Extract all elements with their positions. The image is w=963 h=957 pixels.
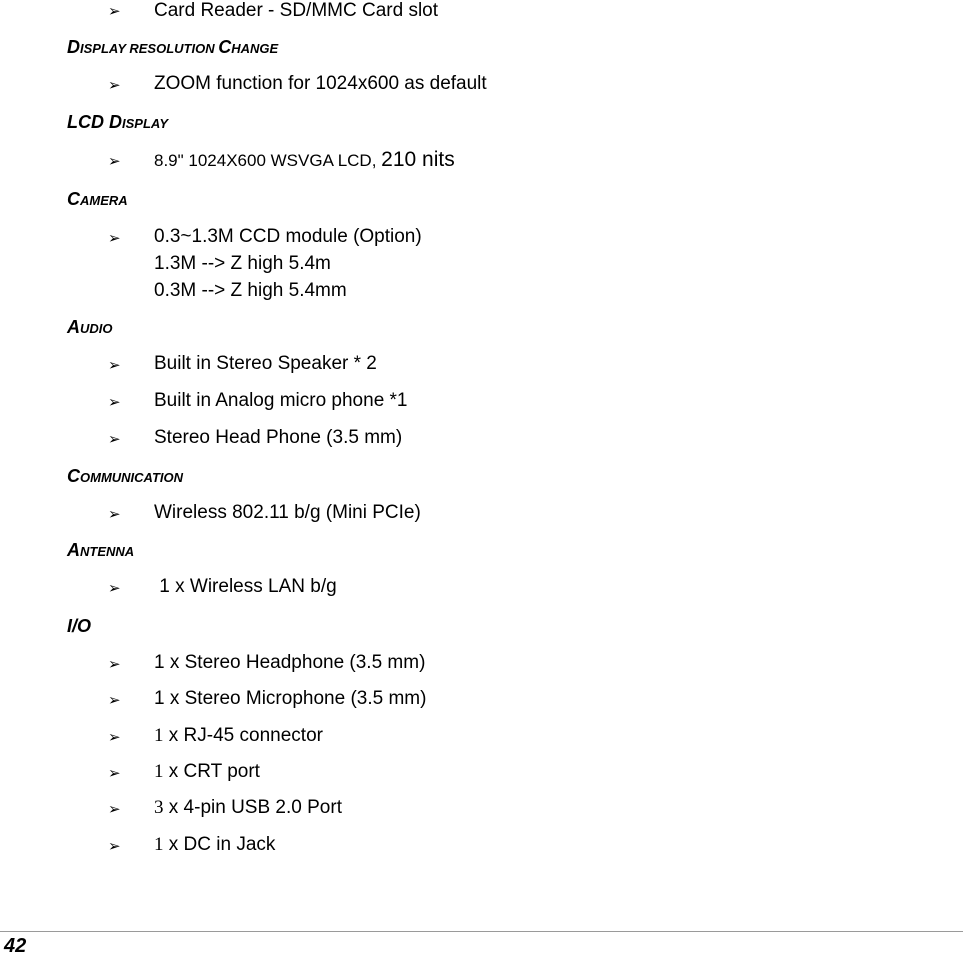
heading-initial: C	[67, 466, 80, 486]
io-item: 1 x Stereo Microphone (3.5 mm)	[154, 688, 427, 709]
io-item-text: x CRT port	[163, 761, 260, 782]
heading-smallcaps: NTENNA	[80, 544, 135, 559]
audio-item: Built in Analog micro phone *1	[154, 390, 408, 411]
heading-smallcaps: AMERA	[80, 193, 128, 208]
heading-initial: A	[67, 317, 80, 337]
communication-heading	[67, 466, 183, 488]
audio-item: Built in Stereo Speaker * 2	[154, 353, 377, 374]
io-item-count: 1	[154, 834, 164, 855]
camera-line-3: 0.3M --> Z high 5.4mm	[154, 280, 347, 301]
camera-heading	[67, 189, 128, 211]
bullet-arrow-icon: ➢	[108, 655, 121, 673]
bullet-arrow-icon: ➢	[108, 393, 121, 411]
display-resolution-heading	[67, 37, 278, 59]
bullet-arrow-icon: ➢	[108, 728, 121, 746]
lcd-spec-item	[154, 149, 455, 172]
io-item	[154, 797, 342, 819]
io-item	[154, 725, 323, 747]
bullet-arrow-icon: ➢	[108, 229, 121, 247]
io-item-text: x 4-pin USB 2.0 Port	[163, 797, 342, 818]
bullet-arrow-icon: ➢	[108, 152, 121, 170]
io-item: 1 x Stereo Headphone (3.5 mm)	[154, 652, 426, 673]
bullet-arrow-icon: ➢	[108, 2, 121, 20]
heading-initial: C	[218, 37, 232, 57]
io-item	[154, 761, 260, 783]
bullet-arrow-icon: ➢	[108, 430, 121, 448]
camera-module-item: 0.3~1.3M CCD module (Option)	[154, 226, 422, 247]
bullet-arrow-icon: ➢	[108, 691, 121, 709]
heading-initial: LCD D	[67, 112, 122, 132]
lcd-spec-main: 8.9" 1024X600 WSVGA LCD,	[154, 151, 382, 170]
io-item-text: x RJ-45 connector	[163, 725, 323, 746]
bullet-arrow-icon: ➢	[108, 764, 121, 782]
heading-initial: D	[67, 37, 80, 57]
bullet-arrow-icon: ➢	[108, 356, 121, 374]
page-number: 42	[4, 935, 27, 957]
camera-line-2: 1.3M --> Z high 5.4m	[154, 253, 331, 274]
heading-smallcaps: UDIO	[80, 321, 113, 336]
audio-heading	[67, 317, 113, 339]
io-item-text: x DC in Jack	[163, 834, 276, 855]
heading-smallcaps: ISPLAY RESOLUTION	[80, 41, 219, 56]
heading-smallcaps: OMMUNICATION	[80, 470, 184, 485]
footer-divider	[0, 931, 963, 932]
heading-initial: C	[67, 189, 80, 209]
antenna-item: 1 x Wireless LAN b/g	[154, 576, 337, 597]
antenna-heading	[67, 540, 134, 562]
io-item-count: 3	[154, 797, 164, 818]
card-reader-item: Card Reader - SD/MMC Card slot	[154, 0, 439, 21]
io-item-count: 1	[154, 725, 164, 746]
zoom-function-item: ZOOM function for 1024x600 as default	[154, 73, 487, 94]
bullet-arrow-icon: ➢	[108, 76, 121, 94]
heading-smallcaps: ISPLAY	[122, 116, 168, 131]
bullet-arrow-icon: ➢	[108, 505, 121, 523]
bullet-arrow-icon: ➢	[108, 579, 121, 597]
io-item-count: 1	[154, 761, 164, 782]
heading-smallcaps: HANGE	[231, 41, 279, 56]
bullet-arrow-icon: ➢	[108, 837, 121, 855]
bullet-arrow-icon: ➢	[108, 800, 121, 818]
wireless-item: Wireless 802.11 b/g (Mini PCIe)	[154, 502, 421, 523]
audio-item: Stereo Head Phone (3.5 mm)	[154, 427, 403, 448]
lcd-display-heading	[67, 112, 168, 134]
lcd-spec-nits: 210 nits	[381, 148, 455, 171]
io-heading: I/O	[67, 616, 92, 636]
heading-initial: A	[67, 540, 80, 560]
io-item	[154, 834, 275, 856]
